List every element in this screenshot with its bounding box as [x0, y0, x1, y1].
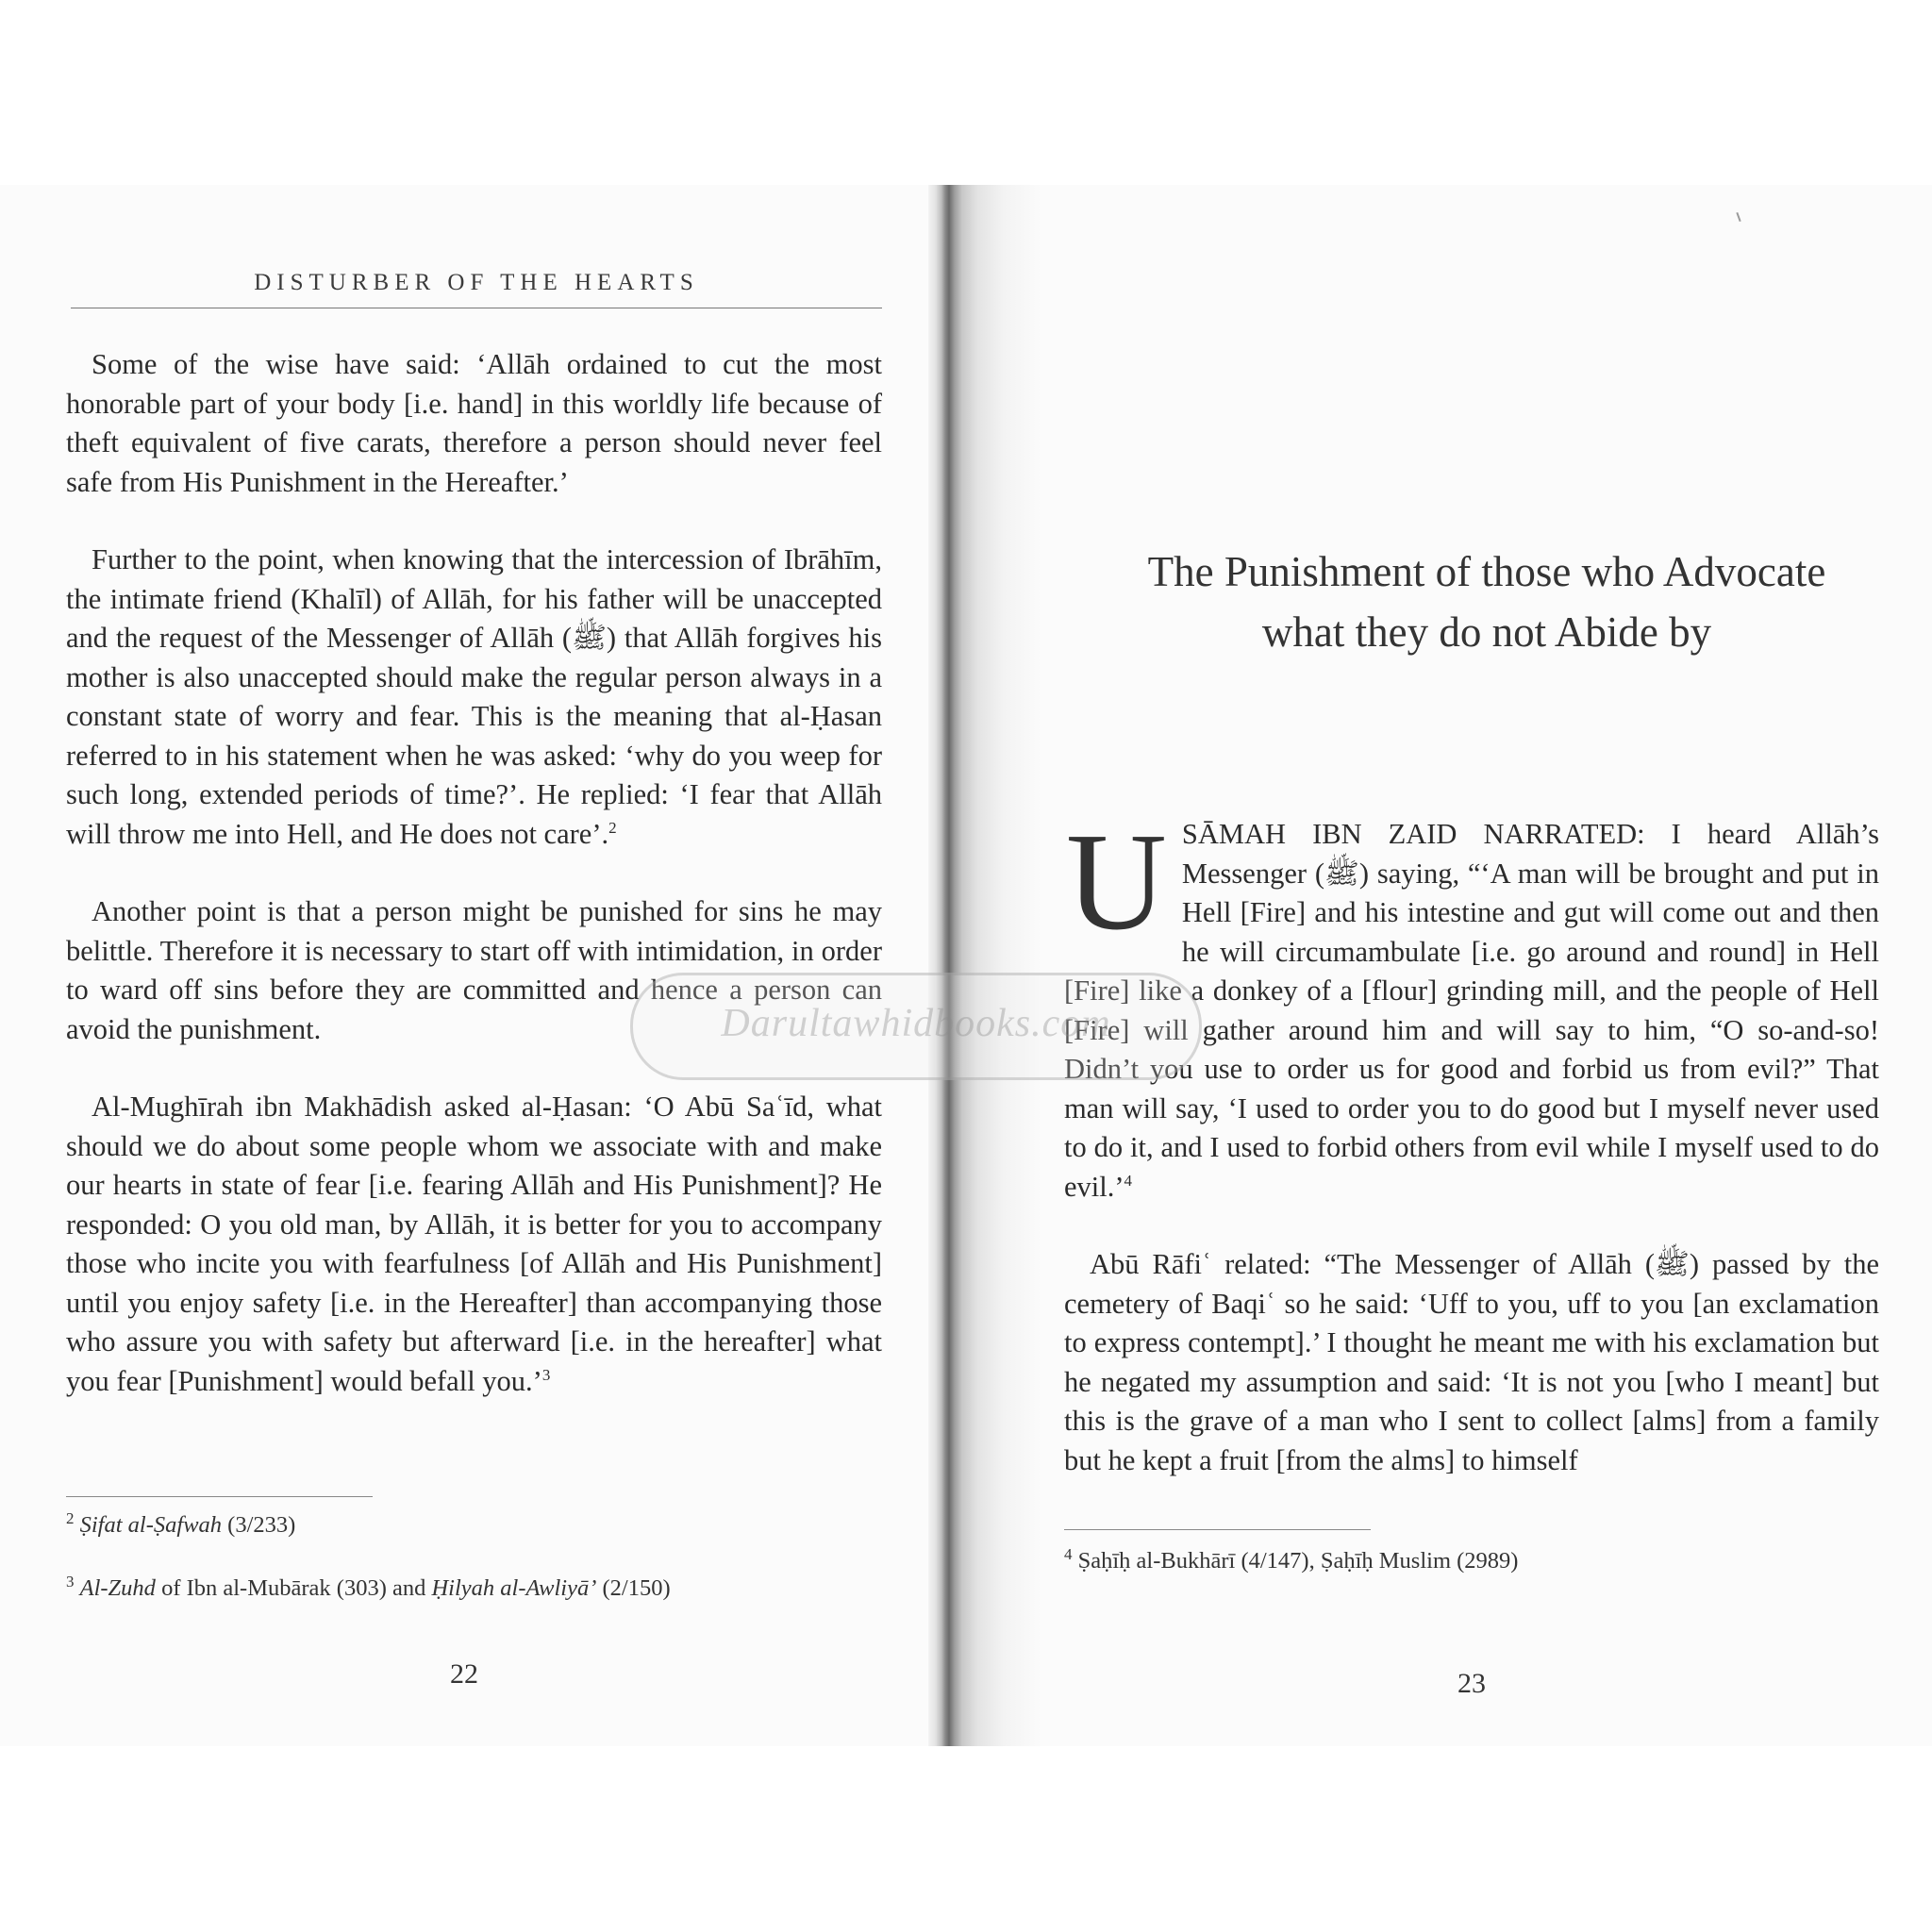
page-number: 23 [1457, 1668, 1486, 1699]
page-number: 22 [450, 1658, 478, 1690]
paragraph: Al-Mughīrah ibn Makhādish asked al-Ḥasan: ‘O Abū Saʿīd, what should we do about some people whom we associate with and make our hearts in state of fear [i.e. fearing Allāh and His Punishment]? He responded: O you old man, by Allāh, it is better for you to accompany those who incite you with fearfulness [of Allāh and His Punishment] until you enjoy safety [i.e. in the Hereafter] than accompanying those who assure you with safety but afterward [i.e. in the hereafter] what you fear [Punishment] would befall you.’$^3$ [66, 1091, 882, 1397]
right-body-text [1064, 805, 1880, 1480]
footnote-mark: 3 [541, 1365, 551, 1384]
chapter-title-line: what they do not Abide by [1261, 608, 1712, 656]
paragraph: Abū Rāfiʿ related: “The Messenger of Allāh (ﷺ) passed by the cemetery of Baqiʿ so he said: ‘Uff to you, uff to you [an exclamation to express contempt].’ I thought he meant me with his exclamation but he negated my assumption and said: ‘It is not you [who I meant] but this is the grave of a man who I sent to collect [alms] from a family but he kept a fruit [from the alms] to himself [1064, 1248, 1880, 1476]
footnote-rule [66, 1496, 373, 1497]
paragraph: Further to the point, when knowing that the intercession of Ibrāhīm, the intimate friend (Khalīl) of Allāh, for his father will be unaccepted and the request of the Messenger of Allāh (ﷺ) that Allāh forgives his mother is also unaccepted should make the regular person always in a constant state of worry and fear. This is the meaning that al-Ḥasan referred to in his statement when he was asked: ‘why do you weep for such long, extended periods of time?’. He replied: ‘I fear that Allāh will throw me into Hell, and He does not care’.$^2$ [66, 543, 882, 850]
footnote-mark: 4 [1124, 1171, 1133, 1190]
chapter-title-line: The Punishment of those who Advocate [1147, 548, 1826, 595]
chapter-title [1041, 541, 1932, 662]
footnote-rule [1064, 1529, 1371, 1530]
running-head: DISTURBER OF THE HEARTS [254, 270, 699, 295]
book-gutter-shadow [928, 185, 1041, 1746]
left-page [0, 185, 928, 1746]
drop-cap: U [1066, 805, 1167, 959]
paragraph: Another point is that a person might be punished for sins he may belittle. Therefore it is necessary to start off with intimidation, in order to ward off sins before they are committed and hence a person can avoid the punishment. [66, 895, 882, 1045]
paragraph: USĀMAH IBN ZAID NARRATED: I heard Allāh’s Messenger (ﷺ) saying, “‘A man will be brought and put in Hell [Fire] and his intestine and gut will come out and then he will circumambulate [i.e. go around and round] in Hell [Fire] like a donkey of a [flour] grinding mill, and the people of Hell [Fire] will gather around him and will say to him, “O so-and-so! Didn’t you use to order us for good and forbid us from evil?” That man will say, ‘I used to order you to do good but I myself never used to do it, and I used to forbid others from evil while I myself used to do evil.’$^4$ [1064, 805, 1879, 1203]
watermark: Darultawhidbooks.com [630, 973, 1202, 1080]
left-body-text [66, 345, 882, 1401]
footnote: $^2$ Ṣifat al-Ṣafwah (3/233) [66, 1508, 296, 1538]
footnote: $^4$ Ṣaḥīḥ al-Bukhārī (4/147), Ṣaḥīḥ Muslim (2989) [1064, 1544, 1519, 1574]
footnote-mark: 2 [608, 818, 617, 837]
footnote: $^3$ Al-Zuhd of Ibn al-Mubārak (303) and Ḥilyah al-Awliyā’ (2/150) [66, 1572, 671, 1601]
right-page [1041, 185, 1932, 1746]
paragraph: Some of the wise have said: ‘Allāh ordained to cut the most honorable part of your body [i.e. hand] in this worldly life because of theft equivalent of five carats, therefore a person should never feel safe from His Punishment in the Hereafter.’ [66, 348, 882, 498]
